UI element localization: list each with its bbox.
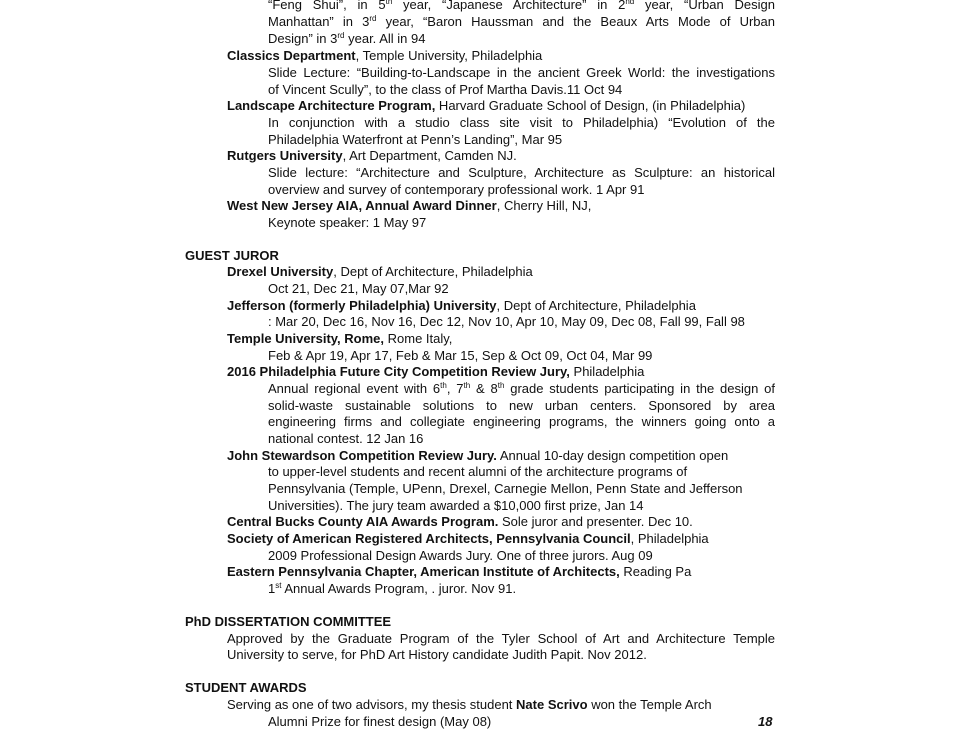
juror-entry-dates: Feb & Apr 19, Apr 17, Feb & Mar 15, Sep & Oct 09, Oct 04, Mar 99 bbox=[268, 348, 653, 363]
lecture-entry-text: In conjunction with a studio class site visit to Philadelphia) “Evolution of the bbox=[268, 115, 775, 130]
juror-entry-text: Pennsylvania (Temple, UPenn, Drexel, Carnegie Mellon, Penn State and Jefferson bbox=[268, 481, 743, 496]
juror-entry-text: solid-waste sustainable solutions to new urban centers. Sponsored by area bbox=[268, 398, 775, 413]
juror-entry-heading: John Stewardson Competition Review Jury. Annual 10-day design competition open bbox=[227, 448, 729, 463]
lecture-entry-text: Slide Lecture: “Building-to-Landscape in the ancient Greek World: the investigations bbox=[268, 65, 775, 80]
juror-entry-heading: Temple University, Rome, Rome Italy, bbox=[227, 331, 453, 346]
continued-text-line: Design” in 3rd year. All in 94 bbox=[268, 31, 426, 46]
juror-entry-text: Annual regional event with 6th, 7th & 8th grade students participating in the design of bbox=[268, 381, 775, 396]
lecture-entry-text: overview and survey of contemporary professional work. 1 Apr 91 bbox=[268, 182, 645, 197]
juror-entry-dates: Oct 21, Dec 21, May 07,Mar 92 bbox=[268, 281, 449, 296]
juror-entry-heading: Central Bucks County AIA Awards Program. Sole juror and presenter. Dec 10. bbox=[227, 514, 693, 529]
page-number: 18 bbox=[758, 714, 773, 729]
juror-entry-heading: Jefferson (formerly Philadelphia) University, Dept of Architecture, Philadelphia bbox=[227, 298, 696, 313]
section-heading-student-awards: STUDENT AWARDS bbox=[185, 680, 307, 695]
lecture-entry-text: Philadelphia Waterfront at Penn’s Landing”, Mar 95 bbox=[268, 132, 563, 147]
lecture-entry-heading: Classics Department, Temple University, Philadelphia bbox=[227, 48, 543, 63]
juror-entry-text: Universities). The jury team awarded a $10,000 first prize, Jan 14 bbox=[268, 498, 644, 513]
juror-entry-heading: Eastern Pennsylvania Chapter, American Institute of Architects, Reading Pa bbox=[227, 564, 692, 579]
lecture-entry-text: of Vincent Scully”, to the class of Prof Martha Davis.11 Oct 94 bbox=[268, 82, 623, 97]
juror-entry-text: national contest. 12 Jan 16 bbox=[268, 431, 424, 446]
juror-entry-heading: Society of American Registered Architects, Pennsylvania Council, Philadelphia bbox=[227, 531, 709, 546]
section-heading-guest-juror: GUEST JUROR bbox=[185, 248, 279, 263]
phd-committee-text: University to serve, for PhD Art History candidate Judith Papit. Nov 2012. bbox=[227, 647, 647, 662]
lecture-entry-text: Keynote speaker: 1 May 97 bbox=[268, 215, 427, 230]
student-awards-text: Alumni Prize for finest design (May 08) bbox=[268, 714, 492, 729]
continued-text-line: “Feng Shui”, in 5th year, “Japanese Architecture” in 2nd year, “Urban Design bbox=[268, 0, 775, 12]
juror-entry-text: to upper-level students and recent alumni of the architecture programs of bbox=[268, 464, 688, 479]
lecture-entry-heading: West New Jersey AIA, Annual Award Dinner, Cherry Hill, NJ, bbox=[227, 198, 592, 213]
section-heading-phd-committee: PhD DISSERTATION COMMITTEE bbox=[185, 614, 392, 629]
juror-entry-dates: : Mar 20, Dec 16, Nov 16, Dec 12, Nov 10, Apr 10, May 09, Dec 08, Fall 99, Fall 98 bbox=[268, 314, 745, 329]
juror-entry-heading: Drexel University, Dept of Architecture, Philadelphia bbox=[227, 264, 533, 279]
lecture-entry-heading: Rutgers University, Art Department, Camden NJ. bbox=[227, 148, 517, 163]
juror-entry-text: 1st Annual Awards Program, . juror. Nov 91. bbox=[268, 581, 517, 596]
lecture-entry-heading: Landscape Architecture Program, Harvard Graduate School of Design, (in Philadelphia) bbox=[227, 98, 746, 113]
juror-entry-heading: 2016 Philadelphia Future City Competition Review Jury, Philadelphia bbox=[227, 364, 645, 379]
continued-text-line: Manhattan” in 3rd year, “Baron Haussman and the Beaux Arts Mode of Urban bbox=[268, 14, 775, 29]
lecture-entry-text: Slide lecture: “Architecture and Sculpture, Architecture as Sculpture: an historical bbox=[268, 165, 775, 180]
juror-entry-text: 2009 Professional Design Awards Jury. One of three jurors. Aug 09 bbox=[268, 548, 653, 563]
juror-entry-text: engineering firms and collegiate engineering programs, the winners going onto a bbox=[268, 414, 775, 429]
student-awards-text: Serving as one of two advisors, my thesis student Nate Scrivo won the Temple Arch bbox=[227, 697, 712, 712]
phd-committee-text: Approved by the Graduate Program of the Tyler School of Art and Architecture Temple bbox=[227, 631, 775, 646]
